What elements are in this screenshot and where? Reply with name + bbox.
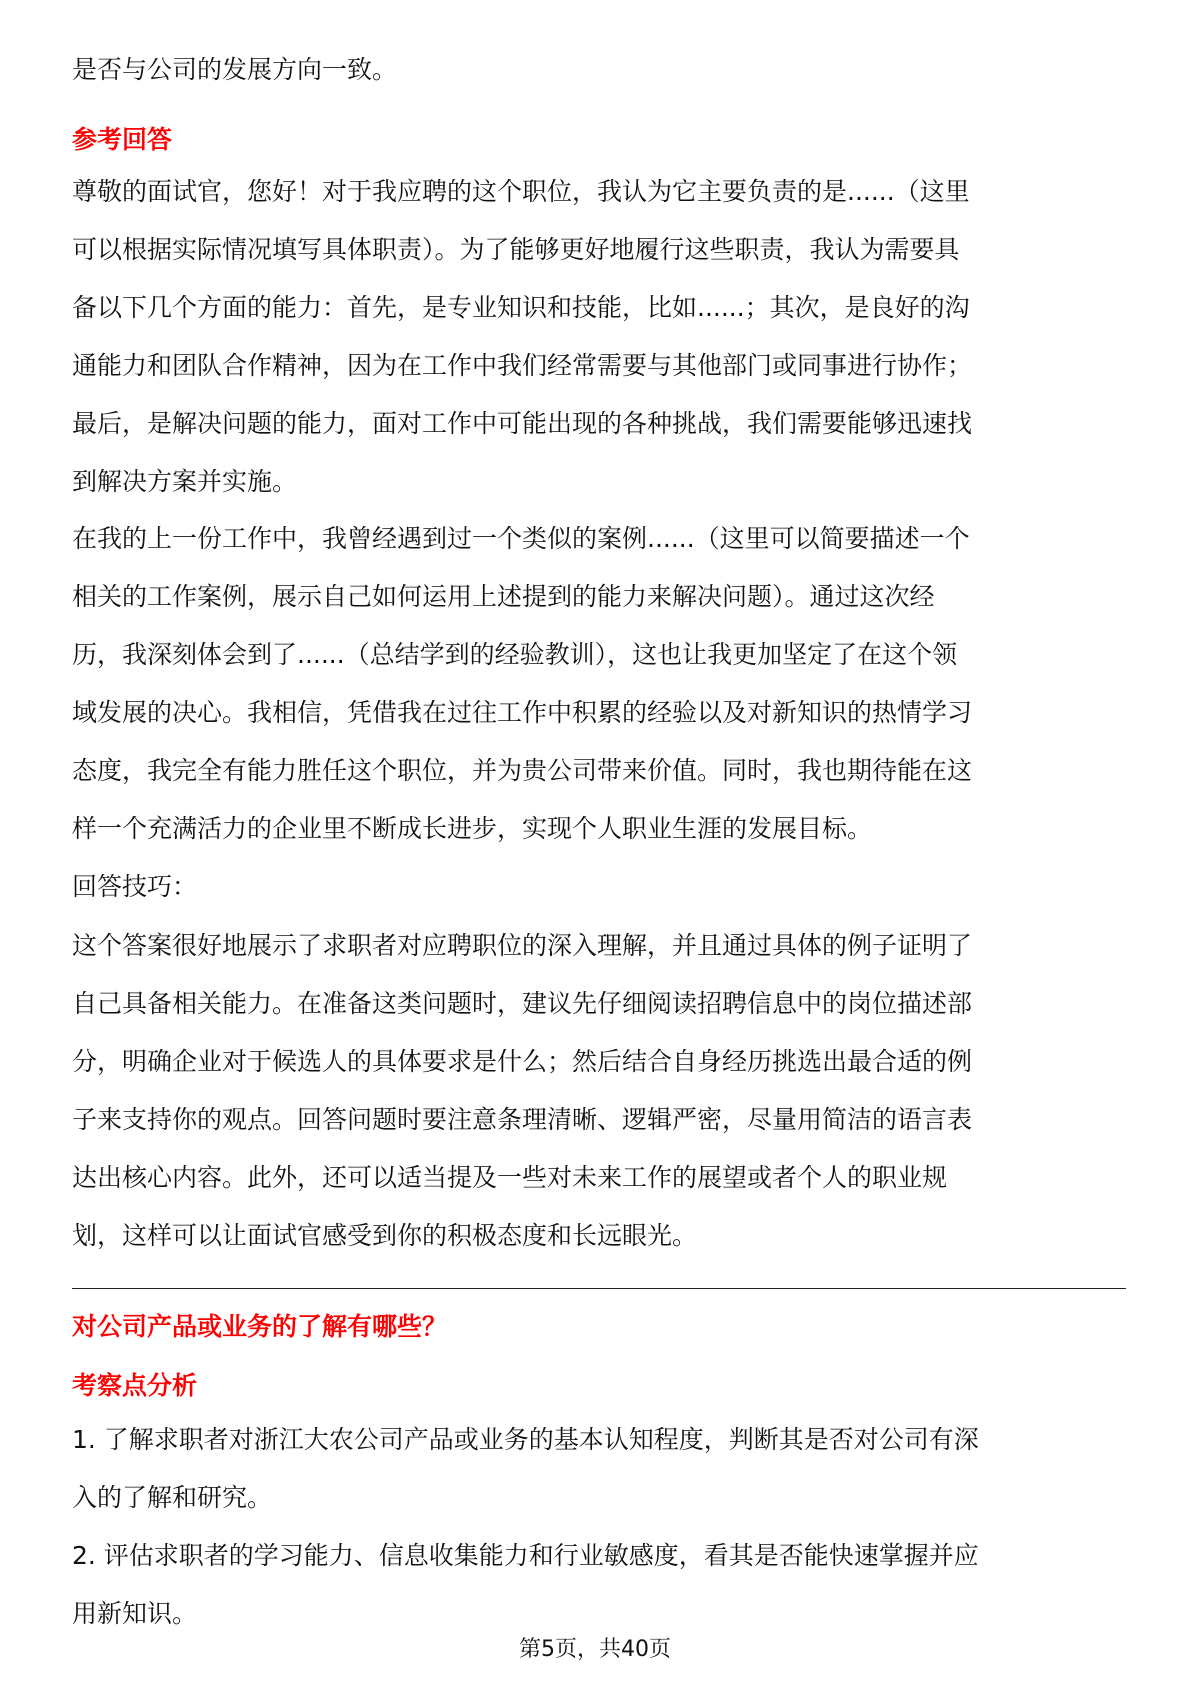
intro-line: 是否与公司的发展方向一致。: [72, 55, 398, 84]
paragraph-line: 最后，是解决问题的能力，面对工作中可能出现的各种挑战，我们需要能够迅速找: [72, 409, 973, 438]
analysis-item-line: 入的了解和研究。: [72, 1483, 273, 1512]
paragraph-line: 可以根据实际情况填写具体职责）。为了能够更好地履行这些职责，我认为需要具: [72, 235, 960, 264]
paragraph-line: 历，我深刻体会到了......（总结学到的经验教训），这也让我更加坚定了在这个领: [72, 640, 958, 669]
paragraph-line: 样一个充满活力的企业里不断成长进步，实现个人职业生涯的发展目标。: [72, 814, 873, 843]
analysis-item-line: 用新知识。: [72, 1599, 198, 1628]
paragraph-line: 态度，我完全有能力胜任这个职位，并为贵公司带来价值。同时，我也期待能在这: [72, 756, 973, 785]
paragraph-line: 在我的上一份工作中，我曾经遇到过一个类似的案例......（这里可以简要描述一个: [72, 524, 970, 553]
paragraph-line: 达出核心内容。此外，还可以适当提及一些对未来工作的展望或者个人的职业规: [72, 1163, 948, 1192]
answer-heading: 参考回答: [72, 125, 173, 154]
section-divider: [72, 1288, 1126, 1289]
analysis-item-line: 2. 评估求职者的学习能力、信息收集能力和行业敏感度，看其是否能快速掌握并应: [72, 1541, 979, 1570]
question-heading: 对公司产品或业务的了解有哪些？: [72, 1312, 448, 1341]
paragraph-line: 备以下几个方面的能力：首先，是专业知识和技能，比如......；其次，是良好的沟: [72, 293, 970, 322]
page-number: 第5页，共40页: [519, 1637, 671, 1662]
paragraph-line: 域发展的决心。我相信，凭借我在过往工作中积累的经验以及对新知识的热情学习: [72, 698, 973, 727]
paragraph-line: 到解决方案并实施。: [72, 467, 298, 496]
analysis-heading: 考察点分析: [72, 1371, 198, 1400]
paragraph-line: 这个答案很好地展示了求职者对应聘职位的深入理解，并且通过具体的例子证明了: [72, 931, 973, 960]
paragraph-line: 相关的工作案例，展示自己如何运用上述提到的能力来解决问题）。通过这次经: [72, 582, 935, 611]
paragraph-line: 分，明确企业对于候选人的具体要求是什么；然后结合自身经历挑选出最合适的例: [72, 1047, 973, 1076]
tips-label: 回答技巧：: [72, 872, 198, 901]
paragraph-line: 尊敬的面试官，您好！对于我应聘的这个职位，我认为它主要负责的是......（这里: [72, 177, 970, 206]
analysis-item-line: 1. 了解求职者对浙江大农公司产品或业务的基本认知程度，判断其是否对公司有深: [72, 1425, 979, 1454]
paragraph-line: 子来支持你的观点。回答问题时要注意条理清晰、逻辑严密，尽量用简洁的语言表: [72, 1105, 973, 1134]
paragraph-line: 通能力和团队合作精神，因为在工作中我们经常需要与其他部门或同事进行协作；: [72, 351, 973, 380]
paragraph-line: 自己具备相关能力。在准备这类问题时，建议先仔细阅读招聘信息中的岗位描述部: [72, 989, 973, 1018]
paragraph-line: 划，这样可以让面试官感受到你的积极态度和长远眼光。: [72, 1221, 698, 1250]
